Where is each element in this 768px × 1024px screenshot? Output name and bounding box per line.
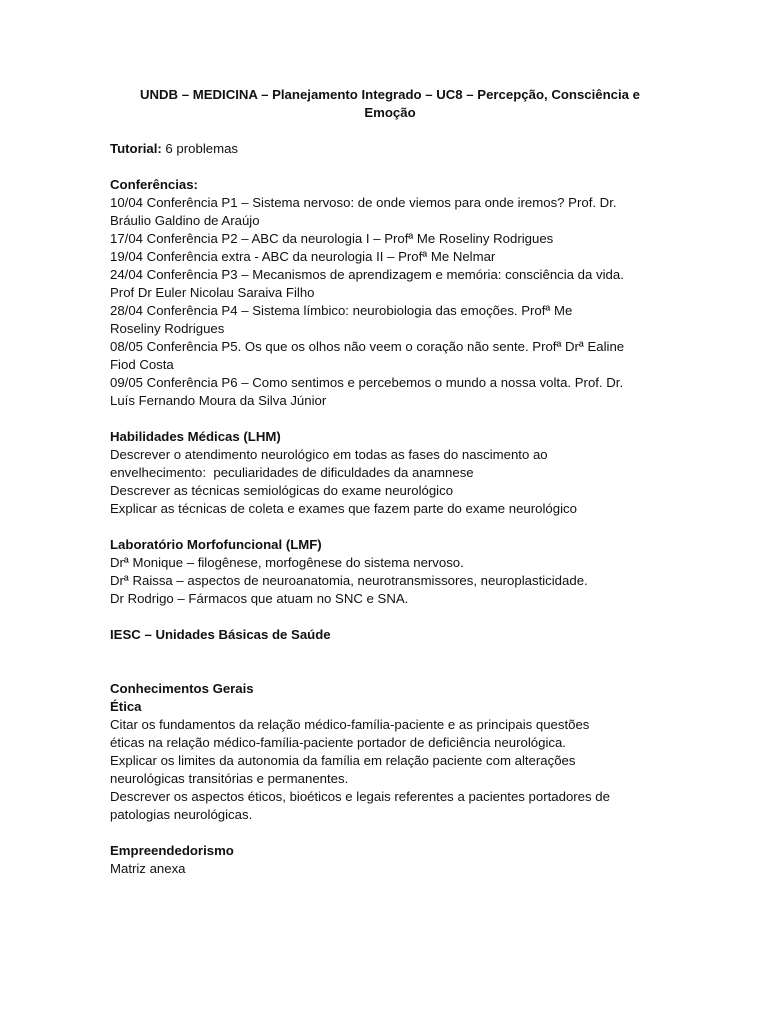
etica-line: Explicar os limites da autonomia da família em relação paciente com alterações [110,753,576,768]
document-content [110,86,670,878]
laboratorio-line: Drª Raissa – aspectos de neuroanatomia, neurotransmissores, neuroplasticidade. [110,573,588,588]
tutorial-label: Tutorial: [110,141,162,156]
habilidades-line: envelhecimento: peculiaridades de dificuldades da anamnese [110,465,474,480]
conferencia-line: Bráulio Galdino de Araújo [110,213,260,228]
conferencia-line: 28/04 Conferência P4 – Sistema límbico: neurobiologia das emoções. Profª Me [110,303,573,318]
etica-subheading: Ética [110,699,142,714]
title-line: Emoção [364,105,416,120]
iesc-section [110,626,670,644]
conferencia-line: 17/04 Conferência P2 – ABC da neurologia I – Profª Me Roseliny Rodrigues [110,231,554,246]
conhecimentos-heading: Conhecimentos Gerais [110,681,254,696]
habilidades-heading: Habilidades Médicas (LHM) [110,429,281,444]
conferencia-line: 09/05 Conferência P6 – Como sentimos e percebemos o mundo a nossa volta. Prof. Dr. [110,375,624,390]
tutorial-line [110,140,670,158]
conferencia-line: Prof Dr Euler Nicolau Saraiva Filho [110,285,315,300]
conferencias-section [110,176,670,410]
conferencia-line: Luís Fernando Moura da Silva Júnior [110,393,327,408]
empreendedorismo-section [110,842,670,878]
conhecimentos-section [110,680,670,824]
empreendedorismo-heading: Empreendedorismo [110,843,234,858]
laboratorio-heading: Laboratório Morfofuncional (LMF) [110,537,322,552]
etica-line: éticas na relação médico-família-paciente portador de deficiência neurológica. [110,735,566,750]
conferencia-line: 10/04 Conferência P1 – Sistema nervoso: de onde viemos para onde iremos? Prof. Dr. [110,195,617,210]
laboratorio-line: Dr Rodrigo – Fármacos que atuam no SNC e SNA. [110,591,409,606]
etica-line: Citar os fundamentos da relação médico-família-paciente e as principais questões [110,717,590,732]
etica-line: neurológicas transitórias e permanentes. [110,771,349,786]
conferencia-line: Roseliny Rodrigues [110,321,225,336]
conferencia-line: Fiod Costa [110,357,174,372]
conferencia-line: 19/04 Conferência extra - ABC da neurologia II – Profª Me Nelmar [110,249,496,264]
habilidades-line: Explicar as técnicas de coleta e exames que fazem parte do exame neurológico [110,501,577,516]
conferencias-heading: Conferências: [110,177,198,192]
laboratorio-line: Drª Monique – filogênese, morfogênese do sistema nervoso. [110,555,464,570]
title-line: UNDB – MEDICINA – Planejamento Integrado – UC8 – Percepção, Consciência e [139,87,641,102]
etica-line: patologias neurológicas. [110,807,253,822]
laboratorio-section [110,536,670,608]
document-title [110,86,670,122]
tutorial-section [110,140,670,158]
habilidades-line: Descrever as técnicas semiológicas do exame neurológico [110,483,454,498]
conferencia-line: 08/05 Conferência P5. Os que os olhos não veem o coração não sente. Profª Drª Ealine [110,339,625,354]
empreendedorismo-line: Matriz anexa [110,861,186,876]
etica-line: Descrever os aspectos éticos, bioéticos e legais referentes a pacientes portadores de [110,789,610,804]
habilidades-line: Descrever o atendimento neurológico em todas as fases do nascimento ao [110,447,548,462]
iesc-heading: IESC – Unidades Básicas de Saúde [110,627,331,642]
habilidades-section [110,428,670,518]
tutorial-value: 6 problemas [161,141,238,156]
conferencia-line: 24/04 Conferência P3 – Mecanismos de aprendizagem e memória: consciência da vida. [110,267,624,282]
